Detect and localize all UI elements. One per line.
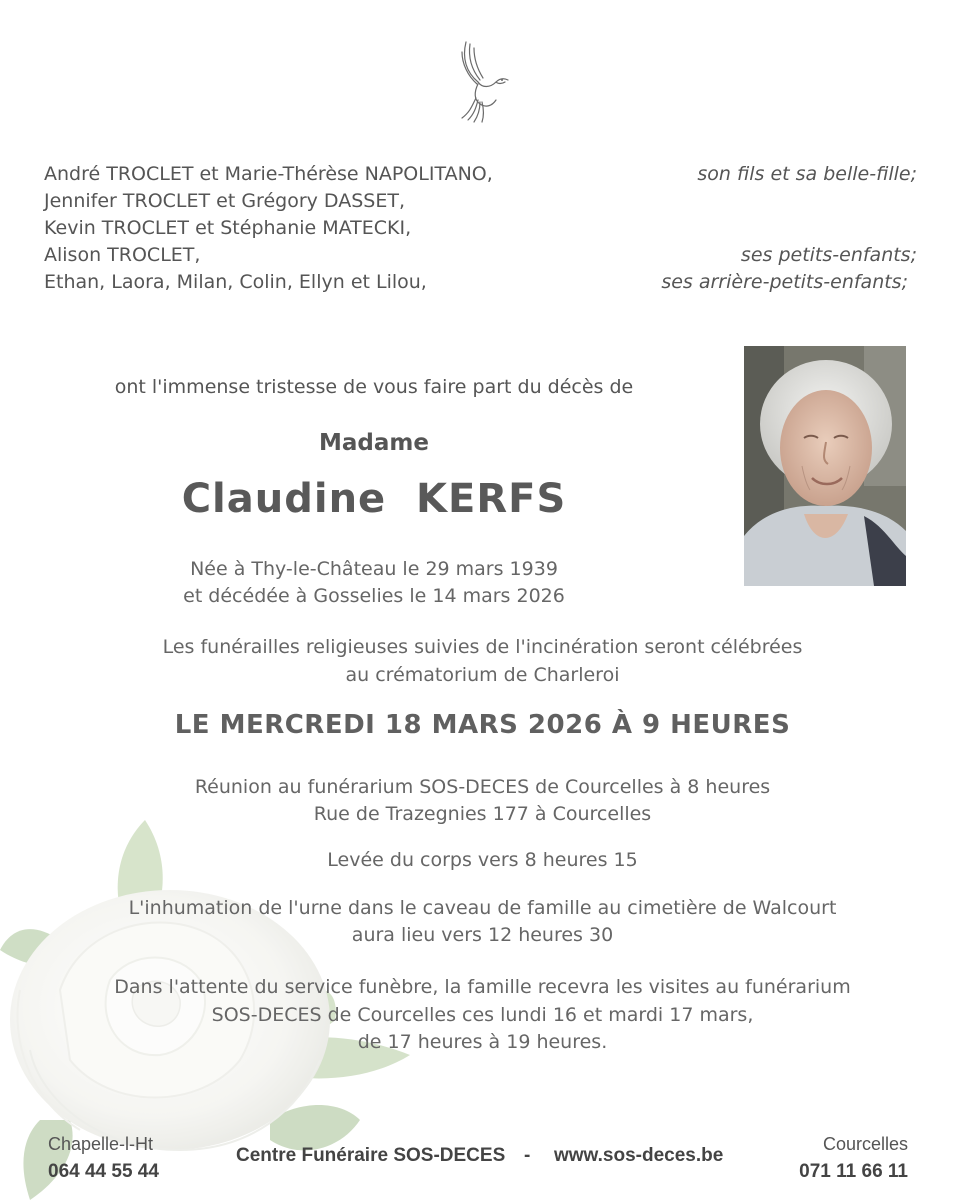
burial-text-line2: aura lieu vers 12 heures 30 [351, 924, 614, 946]
family-name-line: André TROCLET et Marie-Thérèse NAPOLITANO, [44, 163, 493, 185]
portrait-photo [744, 346, 906, 586]
death-info: et décédée à Gosselies le 14 mars 2026 [183, 585, 565, 607]
removal-text: Levée du corps vers 8 heures 15 [327, 849, 638, 871]
civility-title: Madame [319, 430, 429, 456]
visits-text-line3: de 17 heures à 19 heures. [357, 1031, 608, 1053]
burial-text-line1: L'inhumation de l'urne dans le caveau de famille au cimetière de Walcourt [128, 897, 837, 919]
announcement-intro: ont l'immense tristesse de vous faire part du décès de [114, 376, 634, 398]
family-relation-label: ses petits-enfants; [740, 244, 917, 266]
footer-company-name: Centre Funéraire SOS-DECES [236, 1145, 506, 1166]
dove-icon [452, 38, 512, 124]
footer-right-city: Courcelles [822, 1134, 908, 1154]
footer-separator: - [524, 1145, 531, 1166]
funeral-text-line2: au crématorium de Charleroi [345, 664, 620, 686]
meeting-address: Rue de Trazegnies 177 à Courcelles [313, 803, 652, 825]
footer-left-phone: 064 44 55 44 [48, 1161, 159, 1182]
meeting-text-line1: Réunion au funérarium SOS-DECES de Courcelles à 8 heures [194, 776, 771, 798]
footer-left-city: Chapelle-l-Ht [48, 1134, 154, 1154]
deceased-name: Claudine KERFS [181, 476, 567, 522]
birth-info: Née à Thy-le-Château le 29 mars 1939 [190, 558, 558, 580]
footer-website-link[interactable]: www.sos-deces.be [554, 1145, 724, 1166]
family-name-line: Ethan, Laora, Milan, Colin, Ellyn et Lilou, [44, 271, 427, 293]
family-name-line: Jennifer TROCLET et Grégory DASSET, [44, 190, 405, 212]
family-name-line: Kevin TROCLET et Stéphanie MATECKI, [44, 217, 412, 239]
visits-text-line2: SOS-DECES de Courcelles ces lundi 16 et mardi 17 mars, [211, 1004, 754, 1026]
family-relation-label: son fils et sa belle-fille; [697, 163, 917, 185]
ceremony-date: LE MERCREDI 18 MARS 2026 À 9 HEURES [174, 710, 791, 740]
family-name-line: Alison TROCLET, [44, 244, 201, 266]
family-relation-label: ses arrière-petits-enfants; [661, 271, 908, 293]
funeral-text-line1: Les funérailles religieuses suivies de l'incinération seront célébrées [162, 636, 803, 658]
visits-text-line1: Dans l'attente du service funèbre, la famille recevra les visites au funérarium [114, 976, 851, 998]
footer-right-phone: 071 11 66 11 [799, 1161, 908, 1182]
